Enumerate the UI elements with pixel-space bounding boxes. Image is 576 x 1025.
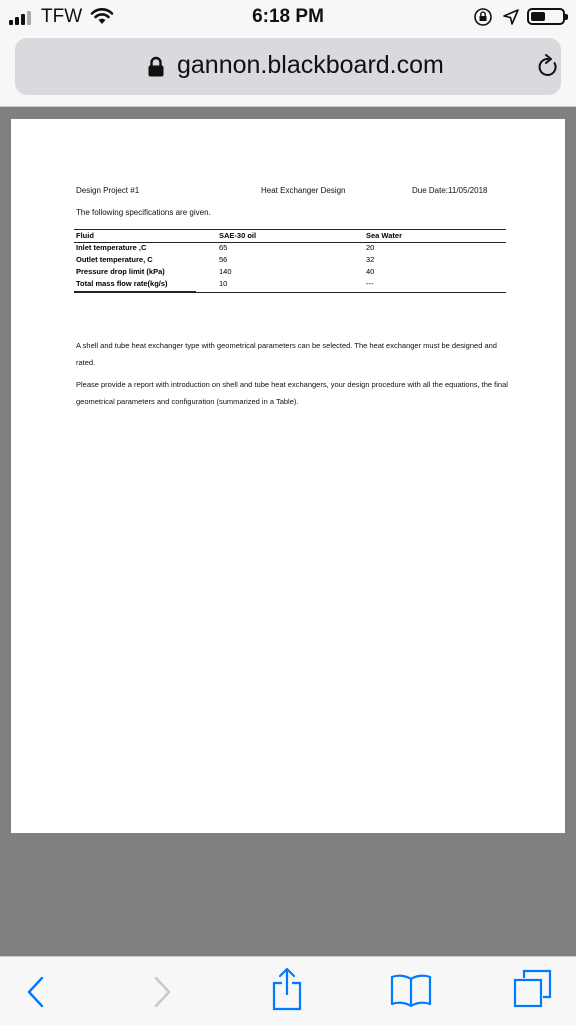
address-bar[interactable] — [15, 38, 561, 95]
table-row — [74, 267, 506, 277]
table-cell: 56 — [219, 255, 228, 264]
carrier-name: TFW — [41, 6, 83, 27]
table-cell: 32 — [366, 255, 375, 264]
table-row — [74, 279, 506, 289]
table-cell: Outlet temperature, C — [76, 255, 153, 264]
forward-icon[interactable] — [150, 975, 174, 1009]
rotation-lock-icon — [473, 7, 493, 27]
bookmarks-icon[interactable] — [389, 973, 433, 1007]
table-header-row — [74, 231, 506, 241]
table-header-cell: SAE-30 oil — [219, 231, 257, 240]
table-cell: Total mass flow rate(kg/s) — [76, 279, 168, 288]
doc-intro: The following specifications are given. — [76, 208, 211, 217]
document-page — [11, 119, 565, 833]
table-cell: 40 — [366, 267, 375, 276]
url-text[interactable]: gannon.blackboard.com — [177, 51, 444, 79]
table-row — [74, 243, 506, 253]
doc-header-center: Heat Exchanger Design — [261, 186, 346, 195]
table-cell: 20 — [366, 243, 375, 252]
browser-chrome — [0, 34, 576, 107]
back-icon[interactable] — [24, 975, 48, 1009]
table-row — [74, 255, 506, 265]
doc-header-right: Due Date:11/05/2018 — [412, 186, 488, 195]
tabs-icon[interactable] — [512, 969, 552, 1009]
table-cell: --- — [366, 279, 374, 288]
table-cell: Inlet temperature ,C — [76, 243, 147, 252]
table-header-cell: Fluid — [76, 231, 94, 240]
table-cell: 10 — [219, 279, 228, 288]
doc-paragraph-2: Please provide a report with introduction on shell and tube heat exchangers, your design procedure with all the equations, the final geometrical parameters and configuration (summarized in a Table). — [76, 380, 508, 406]
status-bar — [0, 0, 576, 34]
table-cell: 65 — [219, 243, 228, 252]
bottom-toolbar — [0, 956, 576, 1025]
battery-icon — [527, 8, 565, 25]
status-time: 6:18 PM — [252, 6, 324, 27]
share-icon[interactable] — [270, 967, 304, 1011]
location-icon — [502, 8, 520, 26]
table-cell: Pressure drop limit (kPa) — [76, 267, 165, 276]
doc-paragraph-1: A shell and tube heat exchanger type with geometrical parameters can be selected. The heat exchanger must be designed and rated. — [76, 341, 497, 367]
padlock-icon — [147, 56, 165, 78]
table-header-cell: Sea Water — [366, 231, 402, 240]
table-cell: 140 — [219, 267, 232, 276]
doc-header-left: Design Project #1 — [76, 186, 140, 195]
reload-icon[interactable] — [536, 54, 560, 80]
